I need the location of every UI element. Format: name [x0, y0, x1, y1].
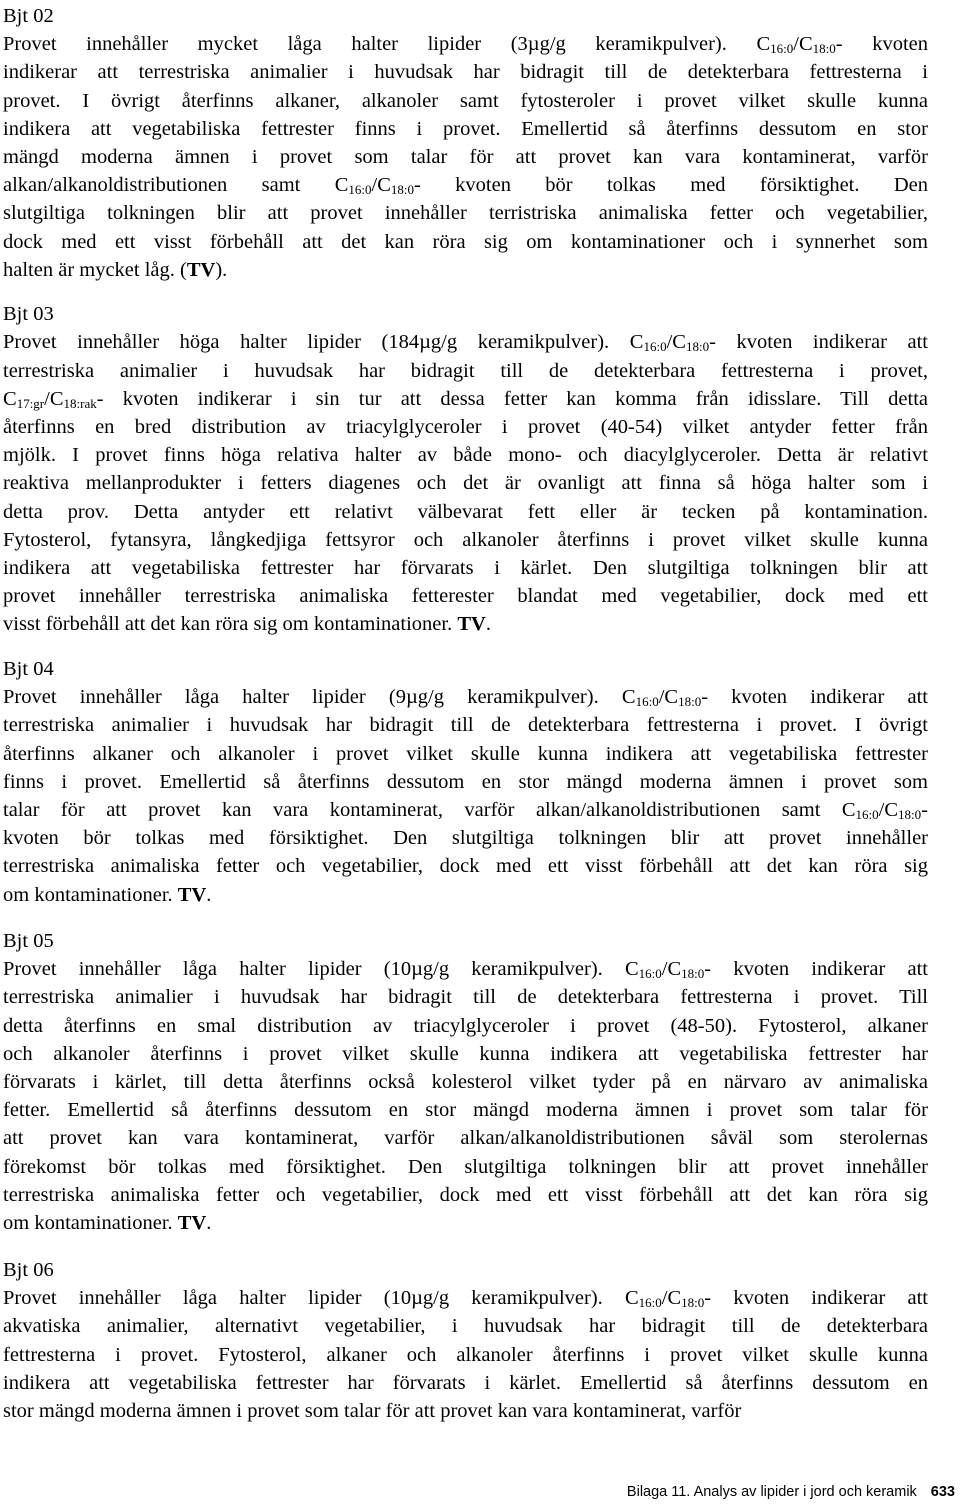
text-run: . — [485, 613, 491, 636]
text-run: - kvoten indikerar i sin tur att dessa fetter kan komma från idisslare. Till detta — [96, 387, 928, 410]
text-run: - kvoten indikerar att — [704, 958, 928, 981]
text-run: dock med ett visst förbehåll att det kan röra sig om kontaminationer och i synnerhet som — [3, 230, 928, 253]
text-line — [3, 199, 928, 227]
text-line — [3, 143, 928, 171]
section-bjt-05 — [3, 927, 928, 1237]
section-heading: Bjt 05 — [3, 930, 54, 952]
text-line — [3, 498, 928, 526]
text-line — [3, 711, 928, 739]
text-run: reaktiva mellanprodukter i fetters diagenes och det är ovanligt att finna så höga halter som i — [3, 472, 928, 495]
text-run: terrestriska animalier i huvudsak har bidragit till de detekterbara fettresterna i provet. I övrigt — [3, 714, 928, 737]
text-line — [3, 1209, 928, 1237]
text-run: akvatiska animalier, alternativt vegetabilier, i huvudsak har bidragit till de detekterbara — [3, 1315, 928, 1338]
text-line — [3, 385, 928, 413]
text-line — [3, 1124, 928, 1152]
subscript: 18:0 — [681, 1295, 705, 1311]
author-initials: TV — [457, 613, 486, 636]
text-run: Provet innehåller låga halter lipider (10µg/g keramikpulver). C — [3, 958, 639, 981]
text-run: - kvoten indikerar att — [704, 1287, 928, 1310]
text-run: slutgiltiga tolkningen blir att provet innehåller terristriska animaliska fetter och vegetabilier, — [3, 202, 928, 225]
text-run: förekomst bör tolkas med försiktighet. Den slutgiltiga tolkningen blir att provet innehåller — [3, 1155, 928, 1178]
subscript: 18:0 — [681, 966, 705, 982]
text-line — [3, 683, 928, 711]
text-run: terrestriska animalier i huvudsak har bidragit till de detekterbara fettresterna i provet. Till — [3, 986, 928, 1009]
text-run: /C — [666, 331, 686, 354]
text-line — [3, 881, 928, 909]
section-paragraph — [3, 328, 928, 638]
text-line — [3, 1312, 928, 1340]
text-run: alkan/alkanoldistributionen samt C — [3, 174, 349, 197]
text-line — [3, 1153, 928, 1181]
text-run: terrestriska animaliska fetter och vegetabilier, dock med ett visst förbehåll att det kan röra sig — [3, 855, 928, 878]
text-run: /C — [661, 958, 682, 981]
text-run: halten är mycket låg. ( — [3, 258, 187, 281]
subscript: 16:0 — [348, 182, 372, 198]
author-initials: TV — [177, 1211, 207, 1234]
text-line — [3, 1397, 928, 1425]
text-run: - kvoten bör tolkas med försiktighet. Den — [414, 174, 928, 197]
text-line — [3, 1040, 928, 1068]
text-line — [3, 441, 928, 469]
subscript: 16:0 — [638, 966, 662, 982]
text-run: provet innehåller terrestriska animaliska fetterester blandat med vegetabilier, dock med ett — [3, 585, 928, 608]
subscript: 16:0 — [770, 41, 794, 57]
text-line — [3, 824, 928, 852]
text-line — [3, 256, 928, 284]
text-line — [3, 171, 928, 199]
text-line — [3, 983, 928, 1011]
text-line — [3, 469, 928, 497]
text-line — [3, 554, 928, 582]
text-run: - kvoten — [835, 33, 928, 56]
text-run: att provet kan vara kontaminerat, varför alkan/alkanoldistributionen såväl som sterolernas — [3, 1127, 928, 1150]
text-run: /C — [371, 174, 391, 197]
subscript: 18:0 — [390, 182, 414, 198]
author-initials: TV — [186, 258, 216, 281]
subscript: 16:0 — [643, 339, 667, 355]
text-run: Provet innehåller mycket låga halter lipider (3µg/g keramikpulver). C — [3, 33, 771, 56]
section-heading: Bjt 03 — [3, 303, 54, 325]
text-line — [3, 610, 928, 638]
section-bjt-06 — [3, 1256, 928, 1425]
text-run: - — [921, 798, 928, 821]
text-line — [3, 115, 928, 143]
text-line — [3, 328, 928, 356]
text-run: /C — [44, 387, 64, 410]
text-line — [3, 768, 928, 796]
text-line — [3, 1341, 928, 1369]
text-line — [3, 1068, 928, 1096]
text-run: återfinns en bred distribution av triacylglyceroler i provet (40-54) vilket antyder fetter från — [3, 415, 928, 438]
subscript: 18:rak — [63, 395, 97, 411]
text-run: - kvoten indikerar att — [701, 686, 928, 709]
text-run: provet. I övrigt återfinns alkaner, alkanoler samt fytosteroler i provet vilket skulle kunna — [3, 89, 928, 112]
text-run: mängd moderna ämnen i provet som talar för att provet kan vara kontaminerat, varför — [3, 145, 928, 168]
text-line — [3, 228, 928, 256]
text-run: Provet innehåller låga halter lipider (9µg/g keramikpulver). C — [3, 686, 636, 709]
section-paragraph — [3, 683, 928, 909]
text-run: talar för att provet kan vara kontaminerat, varför alkan/alkanoldistributionen samt C — [3, 798, 856, 821]
text-run: om kontaminationer. — [3, 1211, 178, 1234]
text-line — [3, 413, 928, 441]
text-run: finns i provet. Emellertid så återfinns dessutom en stor mängd moderna ämnen i provet som — [3, 770, 928, 793]
section-heading: Bjt 06 — [3, 1259, 54, 1281]
text-run: kvoten bör tolkas med försiktighet. Den slutgiltiga tolkningen blir att provet innehåller — [3, 827, 928, 850]
text-line — [3, 582, 928, 610]
subscript: 16:0 — [638, 1295, 662, 1311]
text-line — [3, 87, 928, 115]
text-run: /C — [878, 798, 899, 821]
text-run: /C — [661, 1287, 682, 1310]
subscript: 16:0 — [855, 806, 879, 822]
text-run: detta prov. Detta antyder ett relativt välbevarat fett eller är tecken på kontamination. — [3, 500, 928, 523]
text-run: visst förbehåll att det kan röra sig om kontaminationer. — [3, 613, 458, 636]
text-run: . — [206, 883, 212, 906]
section-heading: Bjt 02 — [3, 5, 54, 27]
text-line — [3, 1284, 928, 1312]
section-bjt-02 — [3, 2, 928, 284]
subscript: 16:0 — [635, 694, 659, 710]
subscript: 18:0 — [685, 339, 710, 355]
text-run: terrestriska animalier i huvudsak har bidragit till de detekterbara fettresterna i provet, — [3, 359, 928, 382]
text-line — [3, 1096, 928, 1124]
text-run: /C — [793, 33, 813, 56]
text-run: terrestriska animaliska fetter och vegetabilier, dock med ett visst förbehåll att det kan röra sig — [3, 1183, 928, 1206]
text-line — [3, 1012, 928, 1040]
text-run: och alkanoler återfinns i provet vilket skulle kunna indikera att vegetabiliska fettrester har — [3, 1042, 928, 1065]
text-line — [3, 1181, 928, 1209]
section-bjt-04 — [3, 655, 928, 909]
text-run: /C — [658, 686, 679, 709]
text-run: om kontaminationer. — [3, 883, 178, 906]
section-paragraph — [3, 1284, 928, 1425]
subscript: 18:0 — [678, 694, 702, 710]
section-paragraph — [3, 955, 928, 1237]
text-run: stor mängd moderna ämnen i provet som talar för att provet kan vara kontaminerat, varför — [3, 1400, 742, 1423]
text-run: fetter. Emellertid så återfinns dessutom en stor mängd moderna ämnen i provet som talar för — [3, 1099, 928, 1122]
footer-label: Bilaga 11. Analys av lipider i jord och keramik — [626, 1484, 917, 1500]
text-run: fettresterna i provet. Fytosterol, alkaner och alkanoler återfinns i provet vilket skulle kunna — [3, 1343, 928, 1366]
page-footer — [627, 1483, 955, 1501]
text-line — [3, 740, 928, 768]
text-run: indikera att vegetabiliska fettrester har förvarats i kärlet. Den slutgiltiga tolkningen blir att — [3, 556, 928, 579]
text-run: indikera att vegetabiliska fettrester har förvarats i kärlet. Emellertid så återfinns dessutom en — [3, 1371, 928, 1394]
text-run: indikerar att terrestriska animalier i huvudsak har bidragit till de detekterbara fettresterna i — [3, 61, 928, 84]
text-run: detta återfinns en smal distribution av triacylglyceroler i provet (48-50). Fytosterol, alkaner — [3, 1014, 928, 1037]
text-line — [3, 796, 928, 824]
text-run: Provet innehåller låga halter lipider (10µg/g keramikpulver). C — [3, 1287, 639, 1310]
text-run: Fytosterol, fytansyra, långkedjiga fettsyror och alkanoler återfinns i provet vilket skulle kunna — [3, 528, 928, 551]
text-run: C — [3, 387, 17, 410]
section-paragraph — [3, 30, 928, 284]
subscript: 18:0 — [898, 806, 922, 822]
text-line — [3, 58, 928, 86]
section-heading: Bjt 04 — [3, 658, 54, 680]
text-line — [3, 955, 928, 983]
text-run: ). — [215, 258, 228, 281]
text-line — [3, 30, 928, 58]
text-line — [3, 1369, 928, 1397]
text-run: Provet innehåller höga halter lipider (184µg/g keramikpulver). C — [3, 331, 644, 354]
text-run: förvarats i kärlet, till detta återfinns också kolesterol vilket tyder på en närvaro av animaliska — [3, 1070, 928, 1093]
text-line — [3, 852, 928, 880]
text-run: mjölk. I provet finns höga relativa halter av både mono- och diacylglyceroler. Detta är relativt — [3, 444, 928, 467]
subscript: 17:gr — [16, 395, 45, 411]
text-line — [3, 526, 928, 554]
text-line — [3, 357, 928, 385]
author-initials: TV — [177, 883, 207, 906]
page-number: 633 — [930, 1484, 955, 1500]
subscript: 18:0 — [812, 41, 836, 57]
text-run: . — [206, 1211, 212, 1234]
section-bjt-03 — [3, 300, 928, 639]
text-run: indikera att vegetabiliska fettrester finns i provet. Emellertid så återfinns dessutom en stor — [3, 117, 928, 140]
text-run: återfinns alkaner och alkanoler i provet vilket skulle kunna indikera att vegetabiliska fettrester — [3, 742, 928, 765]
text-run: - kvoten indikerar att — [709, 331, 928, 354]
